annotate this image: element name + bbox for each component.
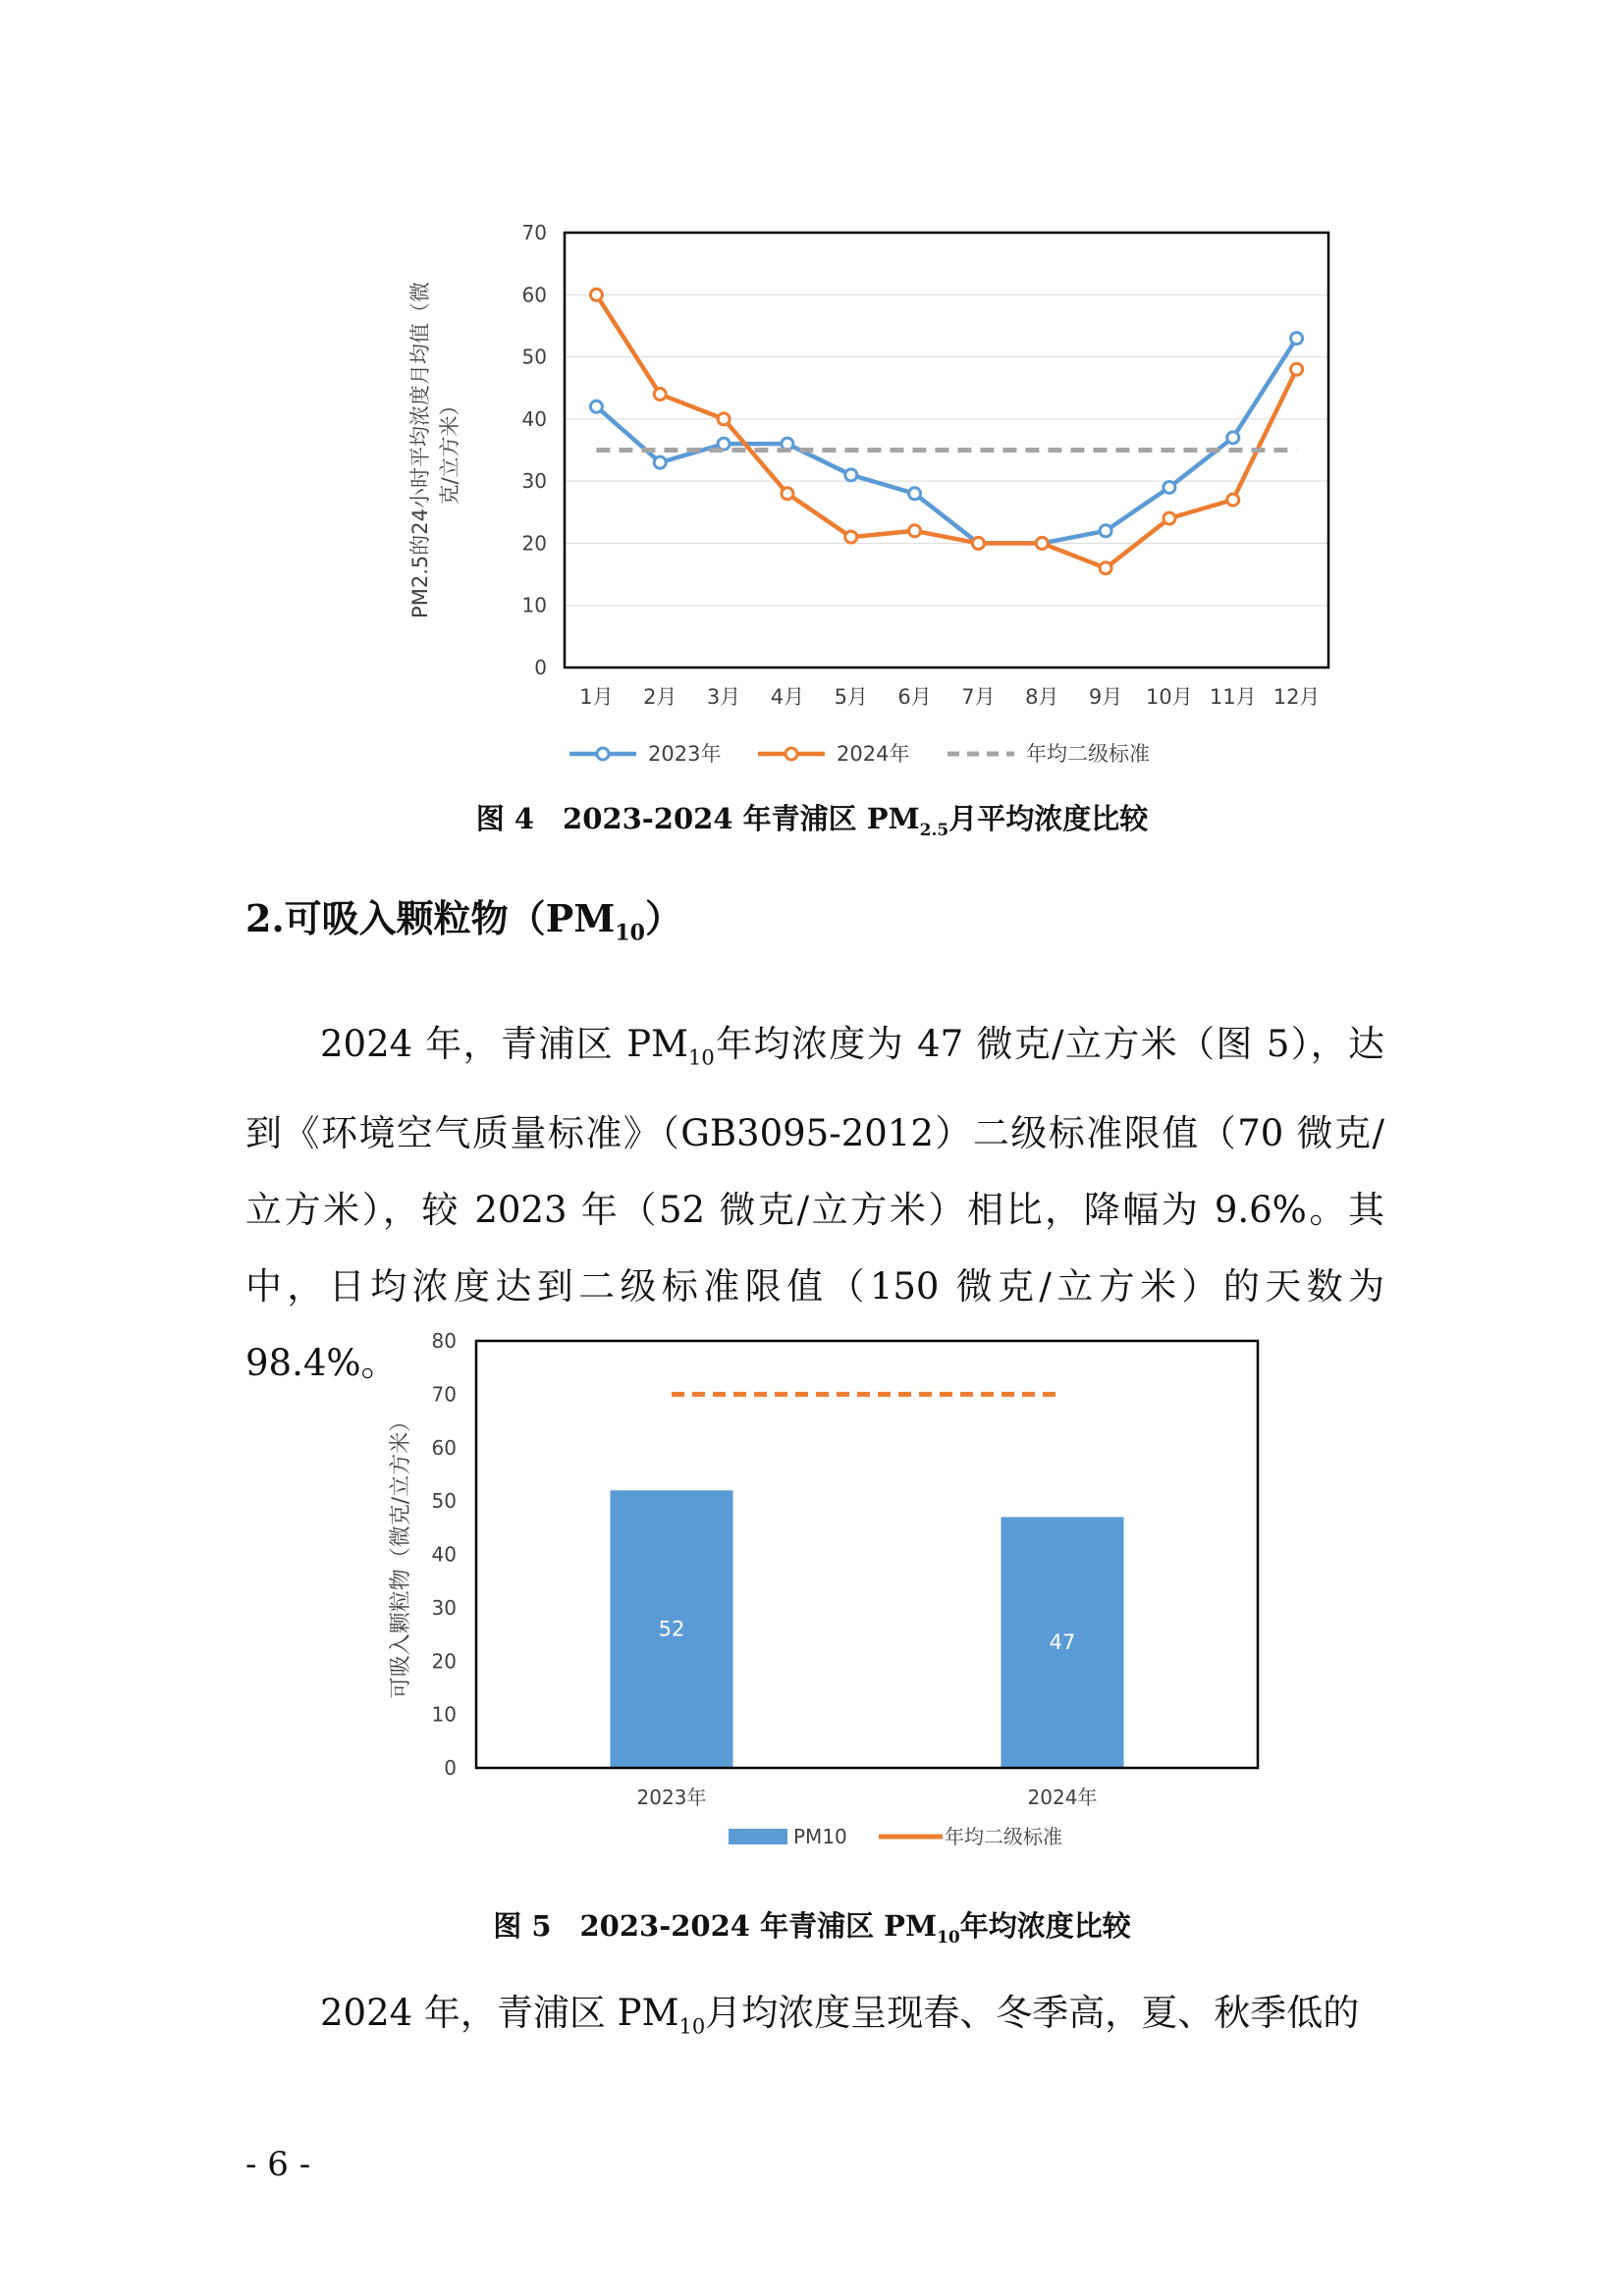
para2-text-2: 月均浓度呈现春、冬季高，夏、秋季低的 [705,1992,1360,2034]
x-tick-label: 3月 [706,685,741,709]
y-tick-label: 70 [431,1382,457,1407]
x-tick-label: 6月 [897,685,932,709]
data-point [845,531,857,543]
legend-label: 年均二级标准 [945,1825,1062,1848]
x-tick-label: 2023年 [636,1786,707,1809]
section-heading-pm10 [245,888,682,946]
x-tick-label: 2024年 [1027,1786,1098,1809]
y-axis-label-line-1: PM2.5的24小时平均浓度月均值（微 [408,282,432,618]
x-tick-label: 11月 [1209,685,1257,709]
y-axis-label: 可吸入颗粒物（微克/立方米） [389,1410,413,1699]
y-tick-label: 40 [431,1542,457,1567]
pm25-monthly-line-chart [393,206,1335,795]
data-point [1036,537,1048,549]
data-point [654,389,666,400]
data-point [1227,432,1239,444]
pm10-bar-chart-svg [363,1310,1276,1860]
data-point [654,456,666,468]
x-tick-label: 12月 [1272,685,1321,709]
y-tick-label: 40 [521,406,547,431]
bar-data-label: 52 [658,1617,685,1641]
x-tick-label: 5月 [834,685,868,709]
legend-label: 年均二级标准 [1026,742,1150,766]
paragraph-pm10-monthly [245,1975,1384,2064]
x-tick-label: 2月 [643,685,677,709]
data-point [718,413,730,425]
legend-swatch-pm10 [729,1829,787,1844]
figure-5-caption-suffix: 年均浓度比较 [959,1909,1131,1943]
para2-sub-1: 10 [678,2014,706,2039]
x-tick-label: 9月 [1088,685,1123,709]
legend-marker [597,748,609,760]
y-axis-label-line-2: 克/立方米） [438,395,461,506]
data-point [590,400,602,412]
y-tick-label: 50 [431,1489,457,1514]
bar-data-label: 47 [1049,1630,1076,1655]
y-tick-label: 20 [521,531,547,556]
heading-sub: 10 [615,920,645,946]
x-tick-label: 1月 [579,685,614,709]
para2-text-1: 2024 年，青浦区 PM [320,1992,679,2034]
y-tick-label: 60 [521,283,547,307]
pm25-line-chart-svg [393,206,1335,795]
heading-prefix: 2.可吸入颗粒物（PM [245,896,616,940]
page-number: - 6 - [245,2145,311,2184]
figure-5-caption-prefix: 图 5 2023-2024 年青浦区 PM [493,1909,938,1943]
data-point [845,469,857,481]
legend-label: PM10 [793,1825,847,1848]
y-tick-label: 20 [431,1649,457,1674]
x-tick-label: 10月 [1146,685,1193,709]
data-point [782,488,793,500]
figure-4-caption-sub: 2.5 [919,820,949,840]
plot-area-border [476,1341,1258,1768]
para1-text-2: 年均浓度为 47 微克/立方米（图 5），达到《环境空气质量标准》（GB3095-2012）二级标准限值（70 微克/立方米），较 2023 年（52 微克/立方米）相比，降幅为 9.6%。其中，日均浓度达到二级标准限值（150 微克/立方米）的天数为 98.4%。 [245,1023,1385,1385]
x-tick-label: 4月 [770,685,805,709]
y-tick-label: 10 [431,1702,457,1727]
legend-label: 2024年 [837,742,910,766]
series-line-2024年 [596,294,1296,567]
data-point [1100,562,1111,574]
y-tick-label: 50 [521,345,547,369]
data-point [972,537,984,549]
heading-suffix: ） [644,896,682,940]
x-tick-label: 7月 [961,685,996,709]
y-tick-label: 30 [521,469,547,494]
y-tick-label: 0 [444,1756,457,1780]
y-tick-label: 30 [431,1595,457,1620]
y-tick-label: 10 [521,593,547,617]
data-point [1227,494,1239,506]
y-tick-label: 0 [534,656,547,679]
legend-marker [785,748,797,760]
data-point [1291,363,1303,375]
figure-5-caption [0,1904,1624,1948]
figure-4-caption-prefix: 图 4 2023-2024 年青浦区 PM [475,802,920,835]
legend-label: 2023年 [648,742,722,766]
data-point [1164,512,1175,524]
figure-5-caption-sub: 10 [937,1927,960,1948]
data-point [1164,481,1175,493]
data-point [590,289,602,300]
figure-4-caption-suffix: 月平均浓度比较 [948,802,1149,835]
y-tick-label: 80 [431,1329,457,1353]
figure-4-caption [0,797,1624,840]
data-point [909,488,921,500]
pm10-annual-bar-chart [363,1310,1276,1860]
para1-sub-1: 10 [688,1045,715,1070]
data-point [909,525,921,537]
data-point [1291,333,1303,345]
x-tick-label: 8月 [1025,685,1059,709]
para1-text-1: 2024 年，青浦区 PM [320,1023,689,1065]
y-tick-label: 70 [521,221,547,244]
data-point [1100,525,1111,537]
y-tick-label: 60 [431,1435,457,1460]
